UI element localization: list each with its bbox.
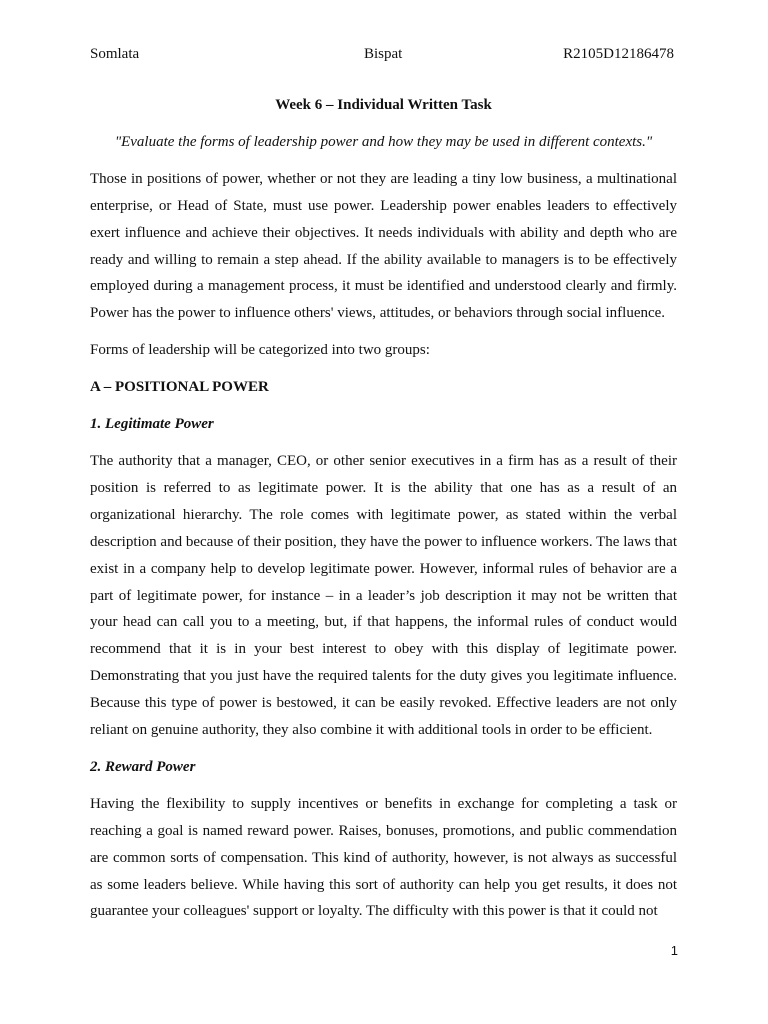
- legitimate-power-paragraph: The authority that a manager, CEO, or other senior executives in a firm has as a result of their position is referred to as legitimate power. It is the ability that one has as a result of an organizational hierarchy. The role comes with legitimate power, as stated within the verbal description and because of their position, they have the power to influence workers. The laws that exist in a company help to develop legitimate power. However, informal rules of behavior are a part of legitimate power, for instance – in a leader’s job description it may not be written that your head can call you to a meeting, but, if that happens, the informal rules of conduct would recommend that it is in your best interest to obey with this display of legitimate power. Demonstrating that you just have the required talents for the duty gives you legitimate influence. Because this type of power is bestowed, it can be easily revoked. Effective leaders are not only reliant on genuine authority, they also combine it with additional tools in order to be efficient.: [90, 452, 677, 739]
- header-student-id: R2105D12186478: [563, 46, 674, 62]
- document-body: [90, 92, 677, 935]
- reward-power-paragraph: Having the flexibility to supply incentives or benefits in exchange for completing a task or reaching a goal is named reward power. Raises, bonuses, promotions, and public commendation are common sorts of compensation. This kind of authority, however, is not always as successful as some leaders believe. While having this sort of authority can help you get results, it does not guarantee your colleagues' support or loyalty. The difficulty with this power is that it could not: [90, 795, 677, 920]
- section-a-heading: A – POSITIONAL POWER: [90, 379, 269, 396]
- header-author-first-name: Somlata: [90, 46, 140, 62]
- reward-power-heading: 2. Reward Power: [90, 758, 196, 775]
- legitimate-power-heading: 1. Legitimate Power: [90, 416, 214, 433]
- document-question: "Evaluate the forms of leadership power and how they may be used in different contexts.": [114, 133, 653, 150]
- page-number: 1: [670, 943, 678, 958]
- intro-paragraph: Those in positions of power, whether or not they are leading a tiny low business, a multinational enterprise, or Head of State, must use power. Leadership power enables leaders to effectively exert influence and achieve their objectives. It needs individuals with ability and depth who are ready and willing to remain a step ahead. If the ability available to managers is to be effectively employed during a management process, it must be identified and understood clearly and firmly. Power has the power to influence others' views, attitudes, or behaviors through social influence.: [90, 170, 677, 322]
- document-title: Week 6 – Individual Written Task: [275, 97, 492, 113]
- forms-paragraph: Forms of leadership will be categorized into two groups:: [90, 342, 430, 359]
- page-header: [90, 46, 674, 68]
- header-author-last-name: Bispat: [364, 46, 403, 62]
